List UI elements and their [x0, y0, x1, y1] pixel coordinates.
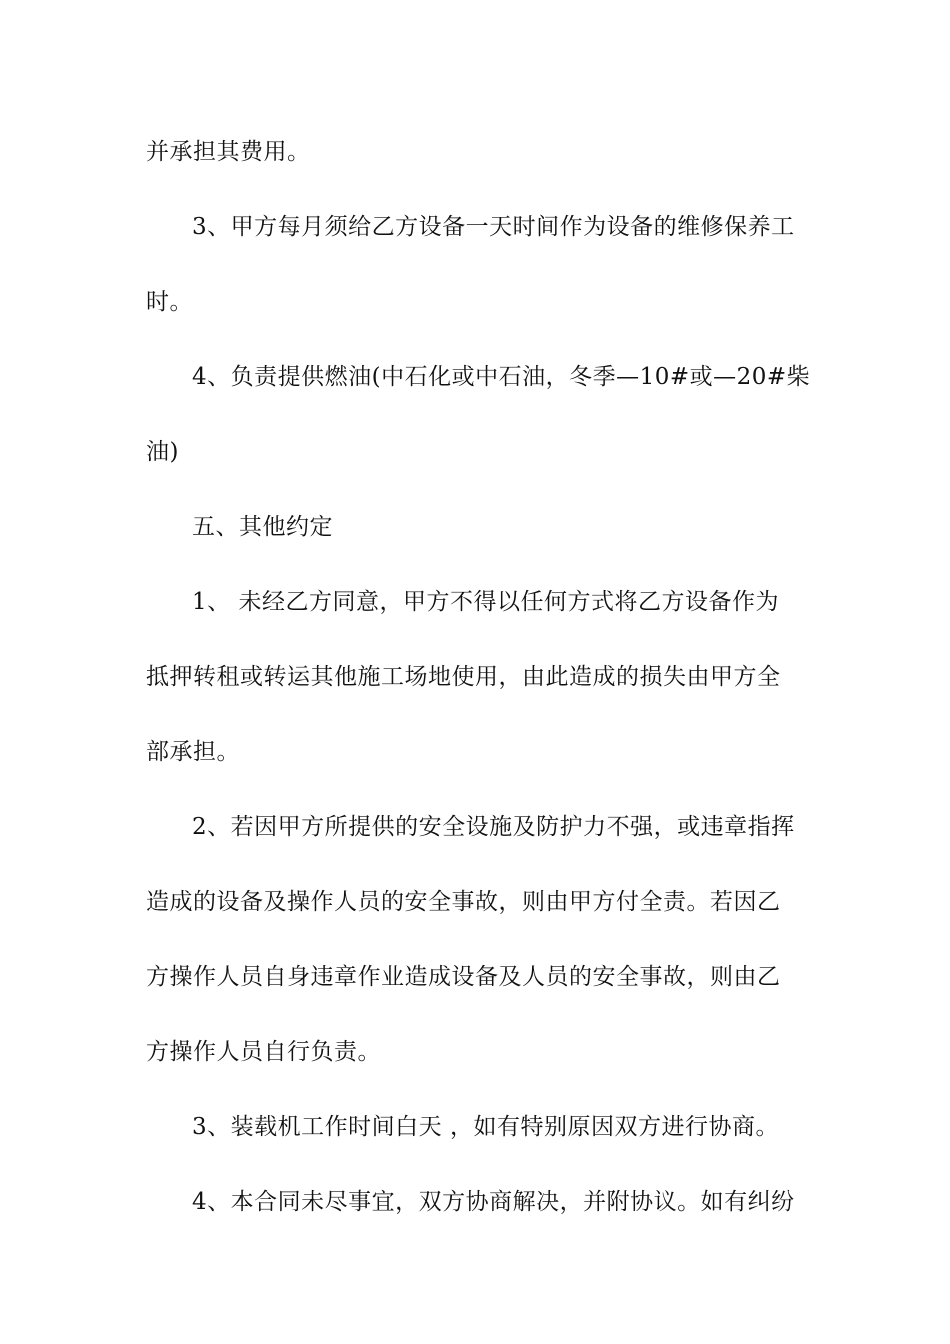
text-line: 抵押转租或转运其他施工场地使用，由此造成的损失由甲方全 [146, 664, 781, 690]
text-line: 3、甲方每月须给乙方设备一天时间作为设备的维修保养工 [192, 214, 795, 240]
text-line: 方操作人员自行负责。 [146, 1039, 381, 1065]
text-line: 4、负责提供燃油(中石化或中石油，冬季—10#或—20#柴 [192, 364, 811, 390]
text-line: 造成的设备及操作人员的安全事故，则由甲方付全责。若因乙 [146, 889, 781, 915]
text-line: 并承担其费用。 [146, 139, 311, 165]
text-line: 4、本合同未尽事宜，双方协商解决，并附协议。如有纠纷 [192, 1189, 795, 1215]
section-heading: 五、其他约定 [192, 514, 333, 540]
text-line: 部承担。 [146, 739, 240, 765]
text-line: 2、若因甲方所提供的安全设施及防护力不强，或违章指挥 [192, 814, 795, 840]
text-line: 方操作人员自身违章作业造成设备及人员的安全事故，则由乙 [146, 964, 781, 990]
text-line: 1、 未经乙方同意，甲方不得以任何方式将乙方设备作为 [192, 589, 779, 615]
text-line: 油) [146, 439, 179, 465]
text-line: 3、装载机工作时间白天 ，如有特别原因双方进行协商。 [192, 1114, 779, 1140]
text-line: 时。 [146, 289, 193, 315]
